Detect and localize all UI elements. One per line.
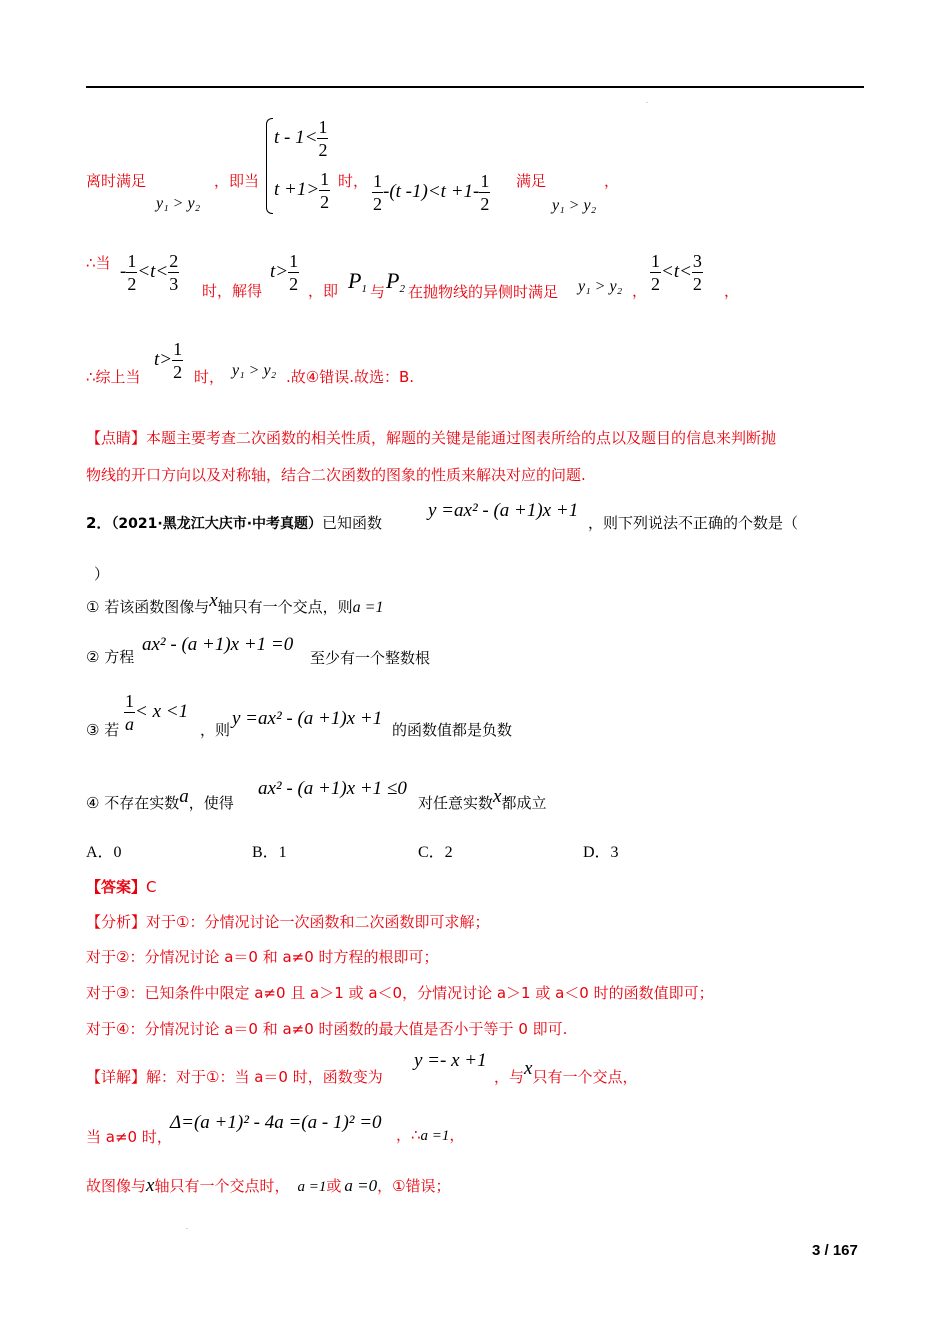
line2-ji: ，即 [308,282,339,300]
line1-shi: 时， [338,172,369,190]
detail-line2-lead: 当 a≠0 时， [86,1128,172,1146]
line2-range2: $\frac{1}{2}$ <t< $\frac{3}{2}$ [651,251,702,294]
system-row-1: t - 1< $\frac{1}{2}$ [274,117,328,160]
detail-line2-formula: Δ=(a +1)² - 4a =(a - 1)² =0 [170,1112,382,1133]
q2-statement-4-formula: ax² - (a +1)x +1 ≤0 [258,778,407,799]
q2-statement-3-tail: 的函数值都是负数 [392,721,513,739]
line3-ineq: y₁ > y₂ [232,362,277,379]
line2-shi-jiede: 时，解得 [202,282,263,300]
line2-ineq: y₁ > y₂ [578,278,623,295]
q2-statement-2-tail: 至少有一个整数根 [310,649,431,667]
q2-text3: ） [94,565,110,583]
q2-statement-3-lead: ③ 若 [86,721,120,739]
q2-statement-3-range: $\frac{1}{a}$ < x <1 [125,691,189,734]
fenxi-line3: 对于③：已知条件中限定 a≠0 且 a＞1 或 a＜0，分情况讨论 a＞1 或 a＜0 时的函数值即可； [86,984,714,1002]
detail-line2-tail: ，∴a =1， [396,1126,465,1144]
line2-p1: $P_1$ [348,268,367,295]
dianjing-line2: 物线的开口方向以及对称轴，结合二次函数的图象的性质来解决对应的问题. [86,466,586,484]
header-rule [86,86,864,88]
fenxi-line1: 【分析】对于①：分情况讨论一次函数和二次函数即可求解； [86,913,490,931]
fenxi-line4: 对于④：分情况讨论 a＝0 和 a≠0 时函数的最大值是否小于等于 0 即可. [86,1020,568,1038]
line1-lead: 离时满足 [86,172,147,190]
page-number: 3 / 167 [812,1242,858,1259]
line3-shi: 时， [194,368,225,386]
line2-tail: 在抛物线的异侧时满足 [408,283,559,301]
option-d: D．3 [583,844,619,861]
q2-text2: ，则下列说法不正确的个数是（ [588,514,799,532]
option-a: A．0 [86,844,122,861]
line3-lead: ∴综上当 [86,368,141,386]
q2-header: 2．（2021·黑龙江大庆市·中考真题）已知函数 [86,514,383,532]
q2-statement-1: ① 若该函数图像与x轴只有一个交点，则a =1 [86,590,384,616]
fenxi-line2: 对于②：分情况讨论 a＝0 和 a≠0 时方程的根即可； [86,948,439,966]
q2-statement-4: ④ 不存在实数a，使得 [86,786,234,812]
line2: ∴当 [86,254,111,272]
line1-when: ，即当 [214,172,260,190]
tiny-mark-2: . [186,1224,188,1231]
option-b: B．1 [252,844,287,861]
option-c: C．2 [418,844,453,861]
detail-line1-tail: ，与x只有一个交点， [494,1058,638,1086]
detail-line3: 故图像与x轴只有一个交点时， a =1或 a =0，①错误； [86,1175,451,1196]
line3-t-gt: t> $\frac{1}{2}$ [154,339,183,382]
answer-line: 【答案】C [86,878,157,896]
system-row-2: t +1> $\frac{1}{2}$ [274,169,330,212]
line2-range1: - $\frac{1}{2}$ <t< $\frac{2}{3}$ [120,251,179,294]
q2-statement-2: ② 方程 [86,648,135,666]
line1-ineq2: y₁ > y₂ [552,197,597,214]
q2-formula: y =ax² - (a +1)x +1 [428,500,579,521]
line1-comma: ， [604,172,620,190]
line2-end: ， [724,282,740,300]
dianjing-line1: 【点睛】本题主要考查二次函数的相关性质，解题的关键是能通过图表所给的点以及题目的信息来判断抛 [86,429,777,447]
system-brace [266,118,273,214]
detail-line1: 【详解】解：对于①：当 a＝0 时，函数变为 [86,1068,383,1086]
q2-statement-2-formula: ax² - (a +1)x +1 =0 [142,634,294,655]
line1-ineq: y₁ > y₂ [156,195,201,212]
q2-statement-4-tail: 对任意实数x都成立 [418,786,547,812]
line1-manzu: 满足 [516,172,547,190]
detail-line1-formula: y =- x +1 [414,1050,487,1071]
line2-comma: ， [632,282,648,300]
line3-tail: .故④错误.故选：B. [286,368,415,386]
line1-expr: $\frac{1}{2}$ -(t -1)<t +1- $\frac{1}{2}$ [373,171,490,214]
line2-p2: $P_2$ [386,268,405,295]
line2-yu: 与 [370,283,386,301]
q2-statement-3-ze: ，则 [200,721,231,739]
line2-t-gt: t> $\frac{1}{2}$ [270,251,299,294]
tiny-mark: . [646,98,648,105]
q2-statement-3-formula: y =ax² - (a +1)x +1 [232,708,383,729]
